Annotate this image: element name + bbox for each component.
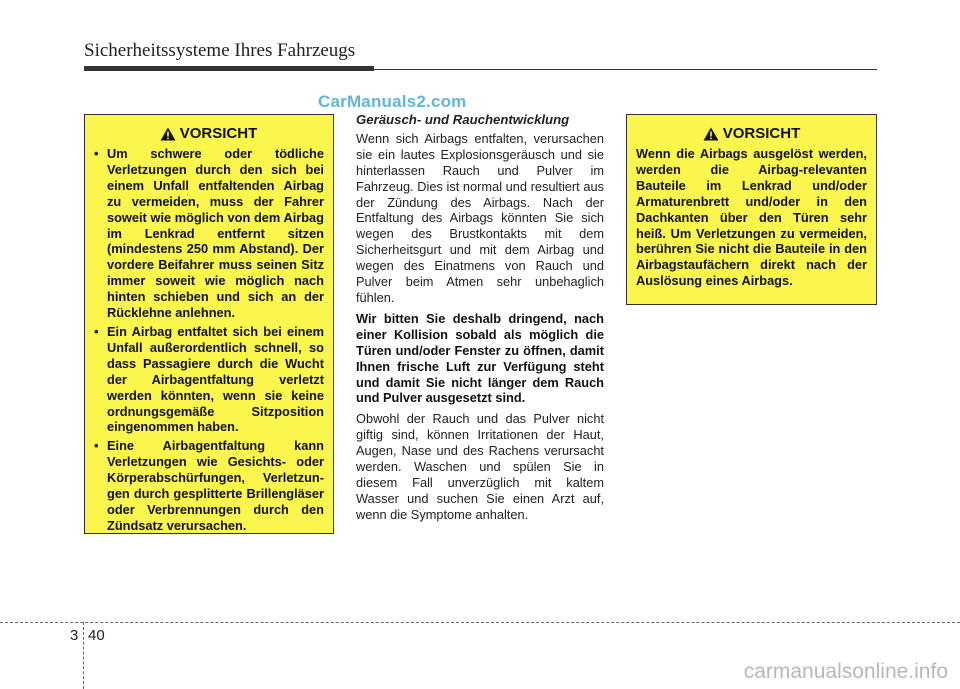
caution-text-right: Wenn die Airbags ausgelöst werden, werden die Airbag-relevanten Bauteile im Lenkrad und/oder Armaturenbrett und/oder in den Dachkanten über den Türen sehr heiß. Um Verletzungen zu vermeiden, berühren Sie nicht die Bauteile in den Airbagstaufächern direkt nach der Auslösung eines Airbags. bbox=[636, 146, 867, 289]
caution-box-left bbox=[84, 114, 334, 534]
caution-heading-right bbox=[636, 125, 867, 143]
warning-triangle-icon bbox=[703, 127, 719, 141]
footer-rule bbox=[0, 622, 960, 623]
caution-heading-left bbox=[93, 125, 324, 143]
watermark-bottom: carmanualsonline.info bbox=[743, 660, 948, 683]
caution-list-left bbox=[93, 146, 324, 534]
caution-title-left: VORSICHT bbox=[179, 125, 258, 143]
section-heading: Geräusch- und Rauchentwicklung bbox=[356, 112, 570, 127]
caution-item: • Ein Airbag entfaltet sich bei einem Unfall außerordentlich schnell, so dass Passagiere durch die Wucht der Airbagentfaltung verletzt werden könnten, wenn sie keine ordnungsgemäße Sitzposition eingenommen haben. bbox=[94, 323, 324, 435]
middle-column bbox=[356, 112, 604, 528]
paragraph-2: Wir bitten Sie deshalb dringend, nach einer Kollision sobald als möglich die Türen und/oder Fenster zu öffnen, damit Ihnen frische Luft zur Verfügung steht und damit Sie nicht länger dem Rauch und Pulver ausgesetzt sind. bbox=[356, 310, 604, 406]
caution-item: • Um schwere oder tödliche Verletzungen durch den sich bei einem Unfall entfaltenden Airbag zu vermeiden, muss der Fahrer soweit wie möglich von dem Airbag im Lenkrad entfernt sitzen (mindestens 250 mm Abstand). Der vordere Beifahrer muss seinen Sitz immer soweit wie möglich nach hinten schieben und sich an der Rücklehne anlehnen. bbox=[94, 146, 324, 321]
footer-divider bbox=[83, 622, 84, 689]
page-header-title: Sicherheitssysteme Ihres Fahrzeugs bbox=[84, 40, 356, 61]
page-number: 40 bbox=[88, 627, 105, 644]
header-rule-thick bbox=[84, 66, 374, 71]
warning-triangle-icon bbox=[160, 127, 176, 141]
paragraph-1: Wenn sich Airbags entfalten, verursachen sie ein lautes Explosionsgeräusch und sie hinterlassen Rauch und Pulver im Fahrzeug. Dies ist normal und resultiert aus der Zündung des Airbags. Nach der Entfaltung des Airbags könnten Sie sich wegen des Brustkontakts mit dem Sicherheitsgurt und mit dem Airbag und wegen des Einatmens von Rauch und Pulver beim Atmen sehr unbehaglich fühlen. bbox=[356, 130, 604, 305]
header-rule-thin bbox=[374, 69, 877, 70]
chapter-number: 3 bbox=[70, 627, 79, 644]
caution-box-right bbox=[626, 114, 877, 305]
paragraph-3: Obwohl der Rauch und das Pulver nicht giftig sind, können Irritationen der Haut, Augen, Nase und des Rachens verursacht werden. Waschen und spülen Sie in diesem Fall unverzüglich mit kaltem Wasser und suchen Sie einen Arzt auf, wenn die Symptome anhalten. bbox=[356, 411, 604, 522]
caution-title-right: VORSICHT bbox=[722, 125, 801, 143]
caution-item: • Eine Airbagentfaltung kann Verletzungen wie Gesichts- oder Körperabschürfungen, Verletzun-gen durch gesplitterte Brillengläser oder Verbrennungen durch den Zündsatz verursachen. bbox=[94, 438, 324, 533]
watermark-top: CarManuals2.com bbox=[318, 92, 467, 111]
